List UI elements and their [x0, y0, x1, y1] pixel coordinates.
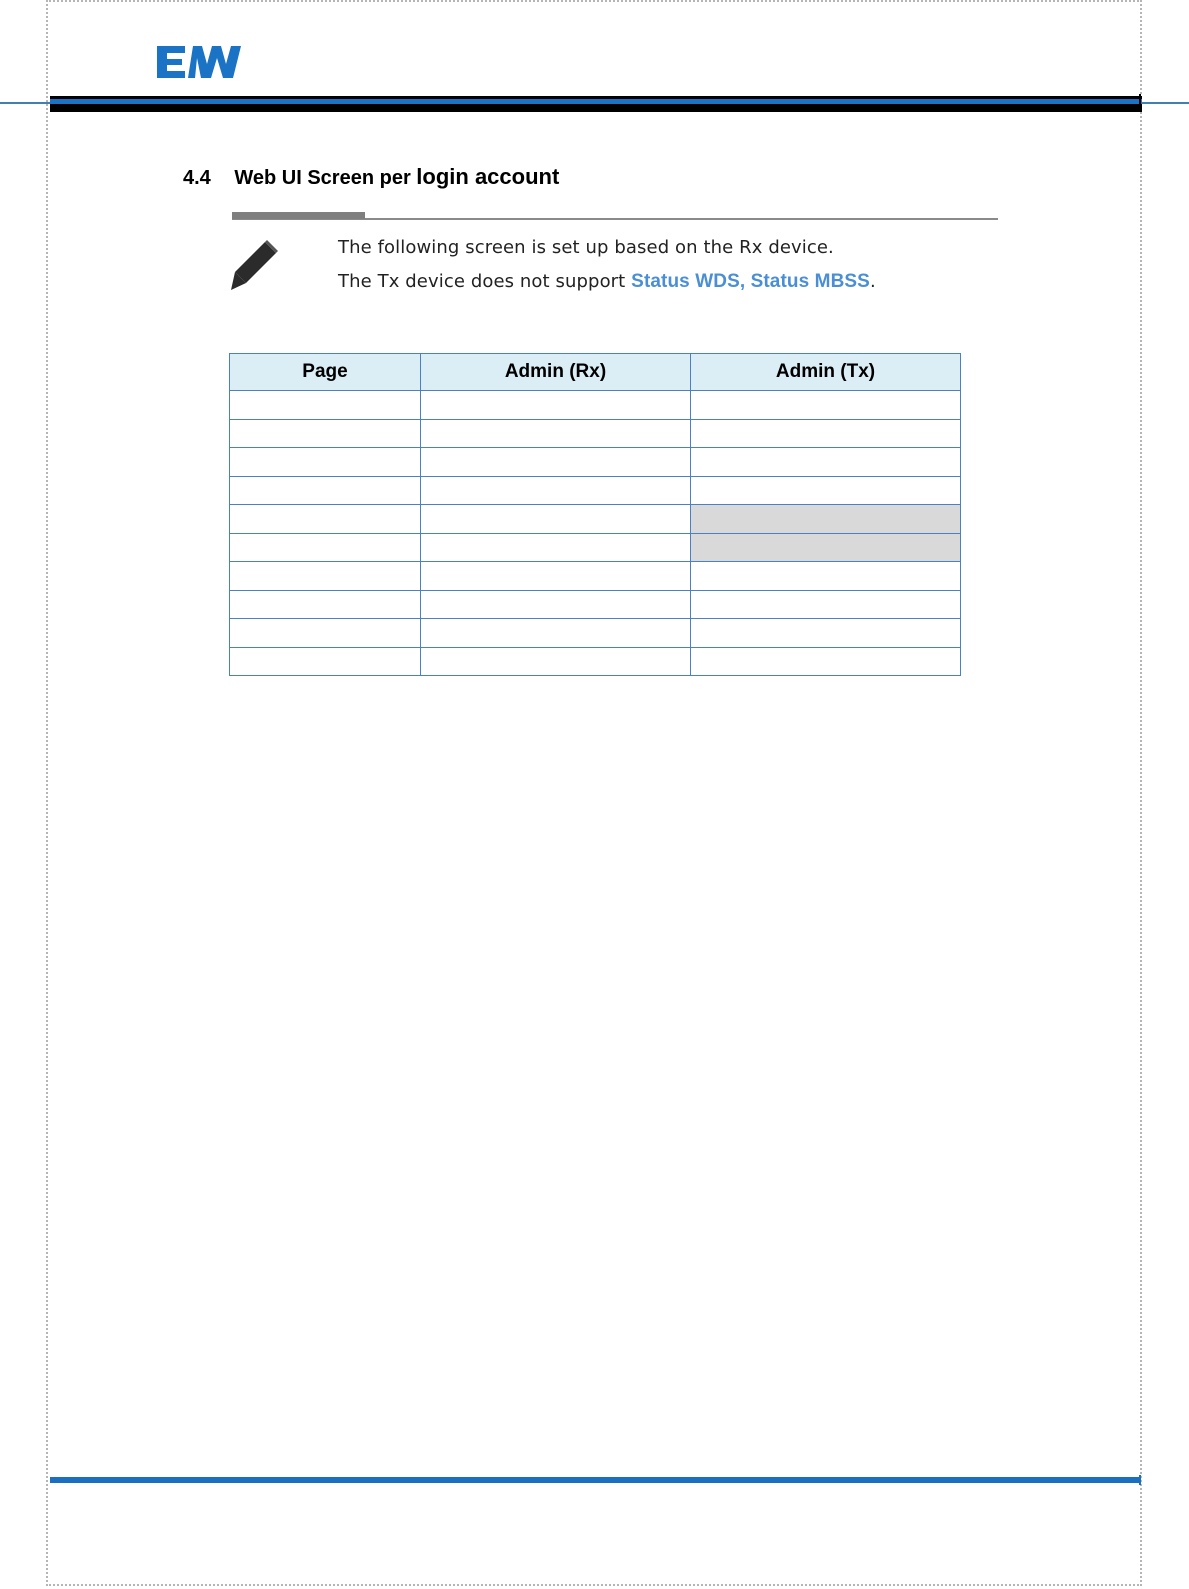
footer-rule: [50, 1477, 1140, 1483]
table-row: [230, 419, 961, 448]
table-row: [230, 647, 961, 676]
table-row: [230, 562, 961, 591]
page-frame-top: [46, 0, 1142, 2]
table-row: [230, 533, 961, 562]
header-page: Page: [230, 354, 421, 391]
header-rule-left: [0, 102, 50, 104]
table-cell: [421, 391, 691, 420]
table-row: [230, 391, 961, 420]
note-line-1: The following screen is set up based on the Rx device.: [338, 237, 834, 258]
table-cell: [421, 533, 691, 562]
table-cell: [691, 419, 961, 448]
table-cell-not-supported: [691, 505, 961, 534]
table-cell: [691, 562, 961, 591]
section-title-part1: Web UI Screen per: [234, 167, 411, 189]
header-rule-right: [1140, 102, 1189, 104]
note-highlight: Status WDS, Status MBSS: [631, 271, 870, 292]
table-cell-not-supported: [691, 533, 961, 562]
note-line-2-suffix: .: [869, 271, 876, 292]
footer-rule-end: [1139, 1475, 1141, 1485]
table-cell: [421, 448, 691, 477]
pencil-icon: [230, 240, 280, 294]
table-cell: [691, 476, 961, 505]
table-row: [230, 619, 961, 648]
table-cell: [421, 419, 691, 448]
account-table: [229, 353, 961, 676]
header-admin-rx: Admin (Rx): [421, 354, 691, 391]
table-cell: [230, 476, 421, 505]
section-rule-accent: [232, 212, 365, 219]
emw-logo: [155, 44, 255, 80]
header-bar-end: [1139, 94, 1141, 112]
table-cell: [230, 505, 421, 534]
table-cell: [421, 562, 691, 591]
table-cell: [691, 448, 961, 477]
table-cell: [230, 590, 421, 619]
header-bar-black: [50, 104, 1142, 112]
table-cell: [691, 647, 961, 676]
table-cell: [691, 619, 961, 648]
table-row: [230, 590, 961, 619]
table-cell: [691, 391, 961, 420]
table-cell: [691, 590, 961, 619]
table-cell: [421, 647, 691, 676]
table-cell: [421, 476, 691, 505]
table-cell: [230, 391, 421, 420]
section-heading: [183, 164, 559, 190]
section-number: 4.4: [183, 167, 211, 189]
table-header-row: [230, 354, 961, 391]
table-row: [230, 448, 961, 477]
note-line-2-prefix: The Tx device does not support: [338, 271, 632, 292]
table-cell: [421, 590, 691, 619]
header-admin-tx: Admin (Tx): [691, 354, 961, 391]
table-cell: [421, 619, 691, 648]
table-row: [230, 476, 961, 505]
table-cell: [230, 419, 421, 448]
table-cell: [230, 562, 421, 591]
table-cell: [230, 533, 421, 562]
table-row: [230, 505, 961, 534]
table-cell: [230, 619, 421, 648]
note-line-2: [338, 271, 876, 293]
table-cell: [230, 647, 421, 676]
table-cell: [230, 448, 421, 477]
table-cell: [421, 505, 691, 534]
section-title-part2: login account: [416, 164, 560, 189]
